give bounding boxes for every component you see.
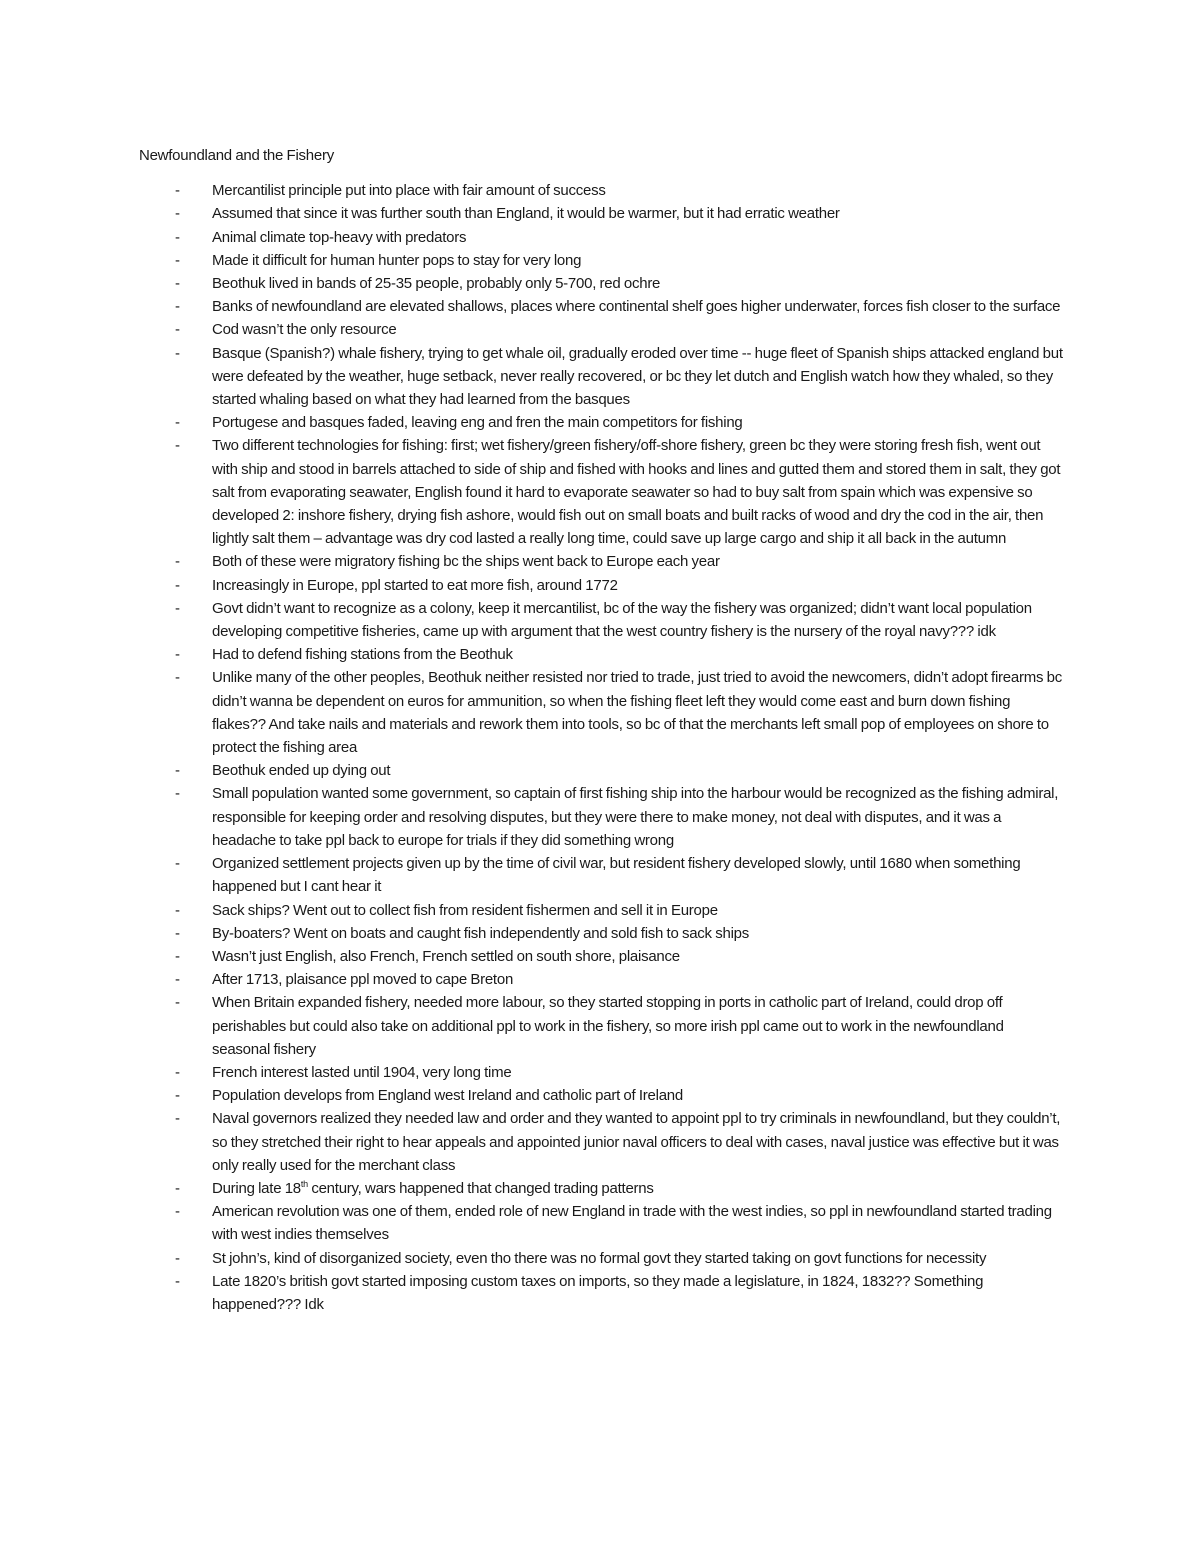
list-item [139,852,1064,898]
bullet-dash: - [175,855,180,873]
bullet-dash: - [175,228,180,246]
list-item-text: Cod wasn’t the only resource [212,321,397,339]
bullet-dash: - [175,344,180,362]
list-item-text: Naval governors realized they needed law and order and they wanted to appoint ppl to try criminals in newfoundland, but they couldn’t, so they stretched their right to hear appeals and appointed junior naval officers to deal with cases, naval justice was effective but it was only really used for the merchant class [212,1110,1061,1174]
list-item [139,342,1064,412]
list-item-text: Basque (Spanish?) whale fishery, trying to get whale oil, gradually eroded over time -- huge fleet of Spanish ships attacked england but were defeated by the weather, huge setback, never really recovered, or bc they let dutch and English watch how they whaled, so they started whaling based on what they had learned from the basques [212,344,1063,409]
bullet-dash: - [175,947,180,965]
bullet-dash: - [175,576,180,594]
bullet-dash: - [175,1063,180,1081]
list-item [139,759,1064,782]
list-item-text: Two different technologies for fishing: first; wet fishery/green fishery/off-shore fishery, green bc they were storing fresh fish, went out with ship and stood in barrels attached to side of ship and fished with hooks and lines and gutted them and stored them in salt, they got salt from evaporating seawater, English found it hard to evaporate seawater so had to buy salt from spain which was expensive so developed 2: inshore fishery, drying fish ashore, would fish out on small boats and built racks of wood and dry the cod in the air, then lightly salt them – advantage was dry cod lasted a really long time, could save up large cargo and ship it all back in the autumn [212,437,1061,548]
list-item [139,574,1064,597]
list-item-text: Small population wanted some government, so captain of first fishing ship into the harbour would be recognized as the fishing admiral, responsible for keeping order and resolving disputes, but they were there to make money, not deal with disputes, and it was a headache to take ppl back to europe for trials if they did something wrong [212,785,1059,849]
ordinal-superscript: th [300,1178,308,1189]
list-item [139,1270,1064,1316]
list-item-text: Banks of newfoundland are elevated shallows, places where continental shelf goes higher underwater, forces fish closer to the surface [212,298,1061,316]
list-item-text: Wasn’t just English, also French, French settled on south shore, plaisance [212,947,680,965]
bullet-dash: - [175,669,180,687]
list-item-text: During late 18 [212,1179,301,1197]
list-item [139,643,1064,666]
list-item [139,1247,1064,1270]
list-item-text: Unlike many of the other peoples, Beothuk neither resisted nor tried to trade, just tried to avoid the newcomers, didn’t adopt firearms bc didn’t wanna be dependent on euros for ammunition, so when the fishing fleet left they would come east and burn down fishing flakes?? And take nails and materials and rework them into tools, so bc of that the merchants left small pop of employees on shore to protect the fishing area [212,669,1062,757]
list-item-text: Increasingly in Europe, ppl started to eat more fish, around 1772 [212,576,618,594]
bullet-dash: - [175,1249,180,1267]
list-item-text: Made it difficult for human hunter pops to stay for very long [212,251,582,269]
bullet-dash: - [175,901,180,919]
list-item [139,991,1064,1061]
list-item-text: After 1713, plaisance ppl moved to cape Breton [212,971,514,989]
list-item-text: Beothuk lived in bands of 25-35 people, probably only 5-700, red ochre [212,275,661,293]
list-item [139,1177,1064,1200]
bullet-dash: - [175,437,180,455]
list-item-text: Had to defend fishing stations from the Beothuk [212,646,513,664]
bullet-dash: - [175,321,180,339]
bullet-dash: - [175,1087,180,1105]
bullet-dash: - [175,205,180,223]
list-item-text: American revolution was one of them, ended role of new England in trade with the west indies, so ppl in newfoundland started trading with west indies themselves [212,1203,1052,1244]
list-item-text: Organized settlement projects given up by the time of civil war, but resident fishery developed slowly, until 1680 when something happened but I cant hear it [212,855,1021,896]
bullet-dash: - [175,182,180,200]
list-item [139,249,1064,272]
list-item [139,899,1064,922]
list-item-text: Both of these were migratory fishing bc the ships went back to Europe each year [212,553,720,571]
list-item-text: Portugese and basques faded, leaving eng and fren the main competitors for fishing [212,414,743,432]
list-item [139,1107,1064,1177]
list-item [139,666,1064,759]
bullet-dash: - [175,971,180,989]
bullet-dash: - [175,924,180,942]
bullet-dash: - [175,1203,180,1221]
bullet-dash: - [175,414,180,432]
bullet-dash: - [175,785,180,803]
list-item-text: Sack ships? Went out to collect fish from resident fishermen and sell it in Europe [212,901,718,919]
list-item [139,597,1064,643]
list-item [139,1200,1064,1246]
list-item-text: Govt didn’t want to recognize as a colony, keep it mercantilist, bc of the way the fishery was organized; didn’t want local population developing competitive fisheries, came up with argument that the west country fishery is the nursery of the royal navy??? idk [212,599,1032,641]
bullet-list [139,179,1064,1316]
list-item-text: French interest lasted until 1904, very long time [212,1063,512,1081]
document-title: Newfoundland and the Fishery [139,147,334,164]
list-item [139,1061,1064,1084]
list-item-text: By-boaters? Went on boats and caught fish independently and sold fish to sack ships [212,924,749,942]
bullet-dash: - [175,994,180,1012]
list-item-text: Mercantilist principle put into place with fair amount of success [212,182,606,200]
bullet-dash: - [175,298,180,316]
bullet-dash: - [175,553,180,571]
list-item [139,968,1064,991]
bullet-dash: - [175,1179,180,1197]
list-item-text: St john’s, kind of disorganized society, even tho there was no formal govt they started taking on govt functions for necessity [212,1249,987,1267]
list-item [139,782,1064,852]
bullet-dash: - [175,762,180,780]
list-item-text: Late 1820’s british govt started imposing custom taxes on imports, so they made a legislature, in 1824, 1832?? Something happened??? Idk [212,1272,984,1313]
list-item [139,226,1064,249]
list-item-text: Animal climate top-heavy with predators [212,228,467,246]
bullet-dash: - [175,1272,180,1290]
list-item [139,945,1064,968]
list-item-text: When Britain expanded fishery, needed more labour, so they started stopping in ports in catholic part of Ireland, could drop off perishables but could also take on additional ppl to work in the fishery, so more irish ppl came out to work in the newfoundland seasonal fishery [212,994,1004,1058]
bullet-dash: - [175,251,180,269]
list-item-text: century, wars happened that changed trading patterns [307,1179,654,1197]
list-item [139,1084,1064,1107]
document-body [139,144,1064,1316]
bullet-dash: - [175,1110,180,1128]
list-item [139,550,1064,573]
list-item [139,318,1064,341]
bullet-dash: - [175,275,180,293]
list-item-text: Beothuk ended up dying out [212,762,391,780]
list-item [139,202,1064,225]
list-item [139,411,1064,434]
list-item [139,179,1064,202]
bullet-dash: - [175,646,180,664]
list-item [139,272,1064,295]
list-item [139,922,1064,945]
list-item [139,295,1064,318]
list-item-text: Assumed that since it was further south than England, it would be warmer, but it had erratic weather [212,205,840,223]
bullet-dash: - [175,599,180,617]
list-item [139,434,1064,550]
list-item-text: Population develops from England west Ireland and catholic part of Ireland [212,1087,683,1105]
